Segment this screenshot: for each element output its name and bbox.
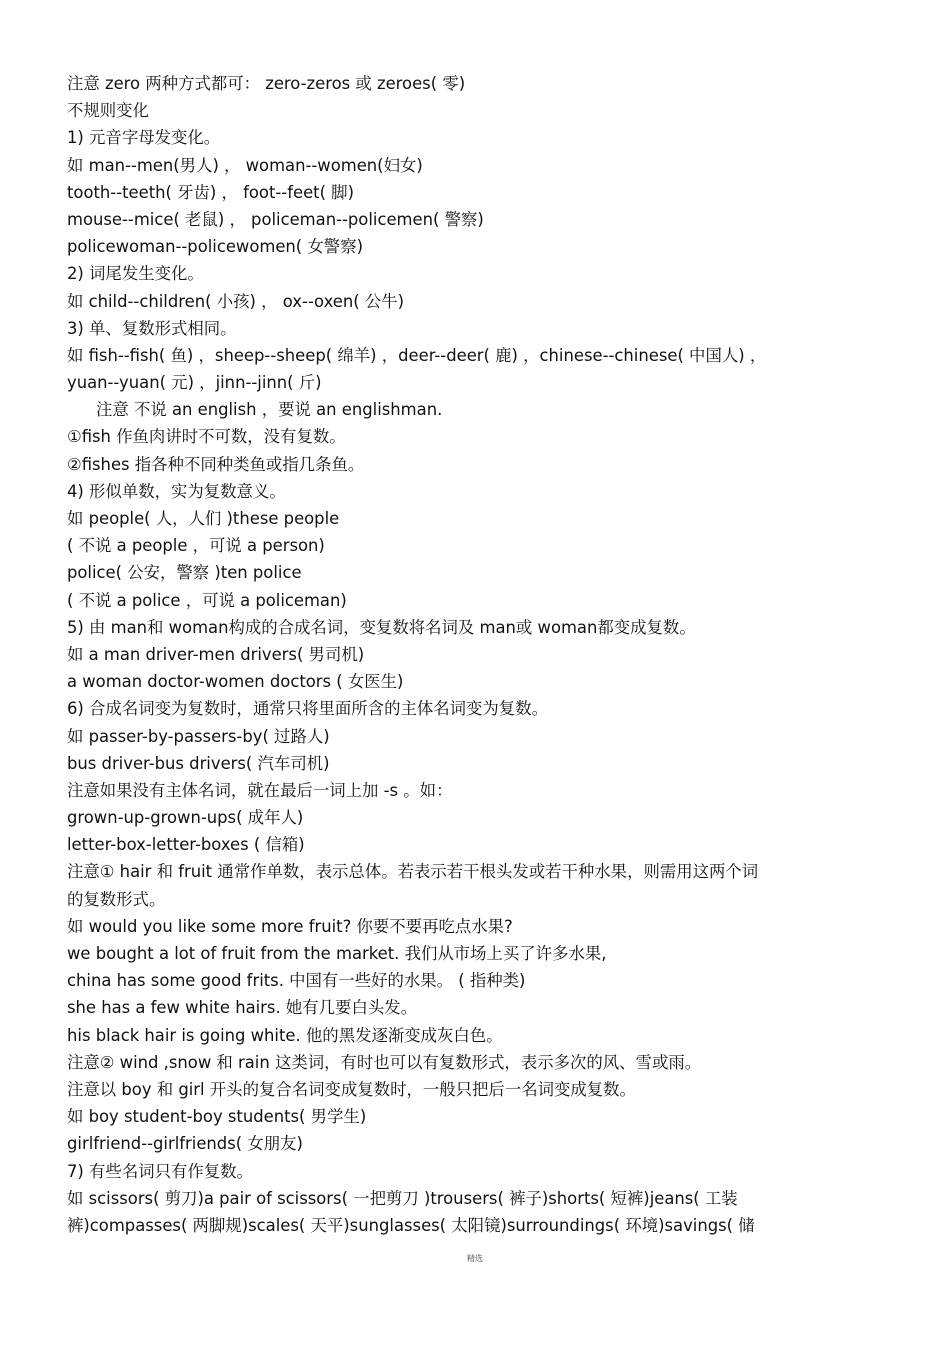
text-line: 7) 有些名词只有作复数。 [67, 1161, 253, 1181]
text-line: tooth--teeth( 牙齿) ， foot--feet( 脚) [67, 182, 354, 202]
text-line: 注意 zero 两种方式都可： zero-zeros 或 zeroes( 零) [67, 74, 466, 93]
text-line: 2) 词尾发生变化。 [67, 264, 204, 284]
text-line: china has some good frits. 中国有一些好的水果。 ( 指种类) [67, 971, 526, 991]
text-line: ②fishes 指各种不同种类鱼或指几条鱼。 [67, 454, 365, 474]
text-line: 不规则变化 [67, 101, 149, 121]
text-line: 如 boy student-boy students( 男学生) [67, 1107, 367, 1127]
text-line: 6) 合成名词变为复数时，通常只将里面所含的主体名词变为复数。 [67, 699, 548, 719]
text-line: 如 child--children( 小孩) ， ox--oxen( 公牛) [67, 291, 405, 311]
text-line: bus driver-bus drivers( 汽车司机) [67, 753, 330, 773]
text-line: ( 不说 a people ，可说 a person) [67, 536, 325, 556]
text-line: girlfriend--girlfriends( 女朋友) [67, 1134, 303, 1154]
text-line: ( 不说 a police ，可说 a policeman) [67, 590, 347, 610]
text-line: 4) 形似单数，实为复数意义。 [67, 481, 286, 501]
text-line: letter-box-letter-boxes ( 信箱) [67, 835, 305, 855]
text-line: yuan--yuan( 元) ，jinn--jinn( 斤) [67, 373, 322, 393]
text-line: 1) 元音字母发变化。 [67, 128, 221, 148]
text-line: we bought a lot of fruit from the market. 我们从市场上买了许多水果, [67, 944, 607, 963]
text-line: 如 would you like some more fruit? 你要不要再吃点水果? [67, 916, 513, 936]
text-line: 5) 由 man和 woman构成的合成名词，变复数将名词及 man或 woman都变成复数。 [67, 617, 696, 637]
text-line: 的复数形式。 [67, 889, 166, 909]
text-line: 注意① hair 和 fruit 通常作单数，表示总体。若表示若干根头发或若干种水果，则需用这两个词 [67, 862, 759, 882]
text-line: 如 passer-by-passers-by( 过路人) [67, 726, 330, 746]
text-line: 如 scissors( 剪刀)a pair of scissors( 一把剪刀 )trousers( 裤子)shorts( 短裤)jeans( 工装 [67, 1188, 738, 1208]
text-line: she has a few white hairs. 她有几要白头发。 [67, 998, 418, 1018]
body-text [67, 70, 850, 1239]
text-line: mouse--mice( 老鼠) ， policeman--policemen( 警察) [67, 209, 484, 229]
text-line: policewoman--policewomen( 女警察) [67, 237, 363, 257]
text-line: ①fish 作鱼肉讲时不可数，没有复数。 [67, 427, 346, 447]
text-line: 如 fish--fish( 鱼) ，sheep--sheep( 绵羊) ，deer--deer( 鹿) ，chinese--chinese( 中国人) ， [67, 345, 767, 365]
text-line: 注意以 boy 和 girl 开头的复合名词变成复数时，一般只把后一名词变成复数。 [67, 1079, 636, 1099]
text-line: 如 people( 人，人们 )these people [67, 509, 340, 528]
text-line: 3) 单、复数形式相同。 [67, 318, 237, 338]
text-line: 如 man--men(男人) ， woman--women(妇女) [67, 155, 423, 175]
text-line: grown-up-grown-ups( 成年人) [67, 808, 304, 828]
text-line: 注意② wind ,snow 和 rain 这类词，有时也可以有复数形式，表示多次的风、雪或雨。 [67, 1052, 702, 1072]
page-footer: 精选 [467, 1254, 483, 1263]
text-line: 如 a man driver-men drivers( 男司机) [67, 644, 365, 664]
text-line: 注意 不说 an english ，要说 an englishman. [96, 400, 443, 420]
text-line: his black hair is going white. 他的黑发逐渐变成灰白色。 [67, 1025, 503, 1045]
text-line: a woman doctor-women doctors ( 女医生) [67, 672, 404, 692]
text-line: police( 公安，警察 )ten police [67, 563, 302, 583]
text-line: 注意如果没有主体名词，就在最后一词上加 -s 。如： [67, 780, 453, 800]
text-line: 裤)compasses( 两脚规)scales( 天平)sunglasses( 太阳镜)surroundings( 环境)savings( 储 [67, 1215, 755, 1235]
